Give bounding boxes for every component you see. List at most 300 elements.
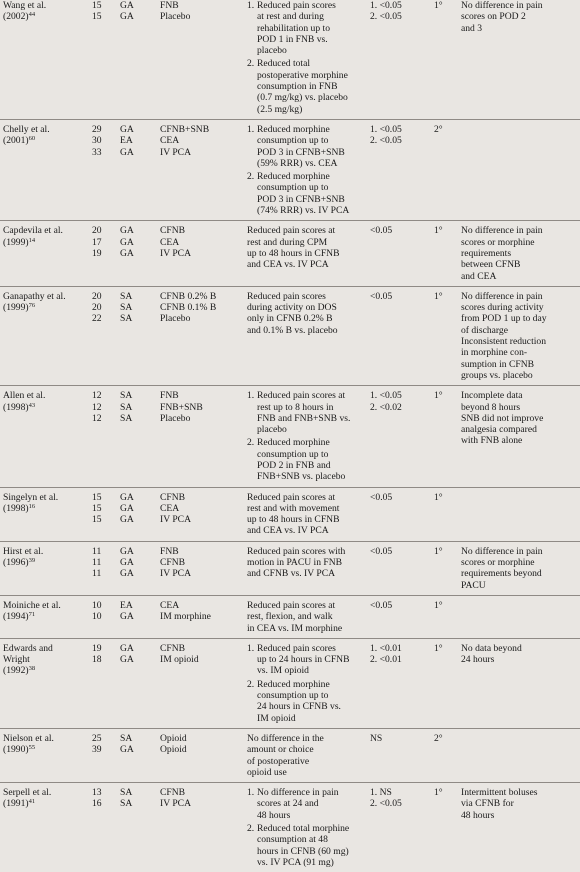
result-text	[257, 171, 370, 216]
result-text	[257, 437, 370, 482]
result-line: Reduced pain scores with	[247, 545, 346, 557]
endpoint: 1°	[434, 491, 443, 503]
result-line: No difference in the	[247, 732, 324, 744]
anesthesia-cell	[120, 638, 160, 728]
sample-size: 39	[92, 744, 102, 756]
result-number: 1.	[247, 642, 255, 654]
table-row	[0, 728, 580, 782]
comment-line: analgesia compared	[461, 424, 537, 436]
group-name: FNB+SNB	[160, 401, 203, 413]
anesthesia-cell	[120, 0, 160, 119]
anesthesia-type: SA	[120, 313, 133, 325]
comments-cell	[461, 487, 580, 541]
endpoint: 1°	[434, 642, 443, 654]
result-line: postoperative morphine	[257, 69, 348, 81]
anesthesia-type: GA	[120, 514, 134, 526]
group-name: IV PCA	[160, 146, 192, 158]
comments-cell	[461, 595, 580, 638]
comment-line: sumption in CFNB	[461, 358, 535, 370]
result-text	[257, 643, 370, 677]
result-line: amount or choice	[247, 744, 314, 756]
result-line: FNB+SNB vs. placebo	[257, 471, 346, 483]
table-row	[0, 783, 580, 872]
p-value: 1. <0.05	[370, 123, 402, 135]
sample-size: 11	[92, 568, 102, 580]
reference-number: 39	[28, 557, 36, 565]
endpoint-cell	[434, 286, 461, 385]
study-cell	[0, 541, 92, 595]
comment-line: and 3	[461, 22, 483, 34]
comment-line: requirements beyond	[461, 568, 542, 580]
result-line: motion in PACU in FNB	[247, 557, 343, 569]
comment-line: of discharge	[461, 324, 508, 336]
comments-cell	[461, 638, 580, 728]
sample-size-cell	[92, 286, 120, 385]
study-name: Wang et al.	[3, 0, 47, 11]
sample-size: 11	[92, 545, 102, 557]
study-name: Allen et al.	[3, 390, 46, 402]
comment-line: PACU	[461, 579, 486, 591]
study-name: Ganapathy et al.	[3, 290, 66, 302]
comments-cell	[461, 0, 580, 119]
anesthesia-type: SA	[120, 787, 133, 799]
sample-size: 10	[92, 611, 102, 623]
results-cell	[247, 286, 370, 385]
study-name: Nielson et al.	[3, 732, 54, 744]
anesthesia-type: GA	[120, 123, 134, 135]
result-item	[247, 492, 370, 537]
result-number: 1.	[247, 123, 255, 135]
result-line: POD 3 in CFNB+SNB	[257, 193, 345, 205]
comment-line: requirements	[461, 247, 512, 259]
group-name: CEA	[160, 236, 180, 248]
groups-cell	[160, 783, 247, 872]
group-name: IV PCA	[160, 798, 192, 810]
result-line: consumption up to	[257, 135, 329, 147]
study-name: $(1996)^{39}$	[3, 557, 36, 569]
result-number: 1.	[247, 390, 255, 402]
anesthesia-type: GA	[120, 611, 134, 623]
sample-size-cell	[92, 386, 120, 487]
anesthesia-cell	[120, 595, 160, 638]
sample-size: 12	[92, 412, 102, 424]
comments-cell	[461, 221, 580, 286]
result-line: Reduced morphine	[257, 123, 330, 135]
endpoint: 1°	[434, 787, 443, 799]
anesthesia-type: EA	[120, 135, 133, 147]
result-item	[247, 291, 370, 336]
table-row	[0, 638, 580, 728]
result-item	[247, 787, 370, 821]
study-name: $(1998)^{43}$	[3, 401, 36, 413]
result-item	[247, 643, 370, 677]
result-line: IM opioid	[257, 712, 296, 724]
sample-size: 19	[92, 247, 102, 259]
sample-size: 11	[92, 557, 102, 569]
study-cell	[0, 286, 92, 385]
result-item	[247, 600, 370, 634]
study-name: $(1991)^{41}$	[3, 798, 36, 810]
table-row	[0, 487, 580, 541]
table-row	[0, 0, 580, 119]
result-number: 2.	[247, 58, 255, 70]
endpoint: 1°	[434, 599, 443, 611]
study-name: $(1999)^{76}$	[3, 302, 36, 314]
results-cell	[247, 638, 370, 728]
result-text	[247, 291, 370, 336]
reference-number: 44	[28, 11, 36, 19]
study-name: Wright	[3, 654, 30, 666]
group-name: FNB	[160, 0, 179, 11]
study-name: $(1999)^{14}$	[3, 236, 36, 248]
p-value: 2. <0.02	[370, 401, 402, 413]
result-text	[257, 390, 370, 435]
comment-line: scores on POD 2	[461, 11, 526, 23]
table-row	[0, 119, 580, 220]
comments-cell	[461, 286, 580, 385]
p-value-cell	[370, 0, 434, 119]
group-name: CFNB 0.2% B	[160, 290, 217, 302]
result-text	[247, 600, 370, 634]
group-name: Placebo	[160, 313, 191, 325]
sample-size: 29	[92, 123, 102, 135]
reference-number: 38	[28, 665, 36, 673]
result-number: 2.	[247, 678, 255, 690]
result-number: 2.	[247, 437, 255, 449]
comment-line: 48 hours	[461, 809, 495, 821]
comment	[461, 291, 580, 336]
result-text	[247, 225, 370, 270]
sample-size: 10	[92, 599, 102, 611]
comment	[461, 413, 580, 447]
result-line: No difference in pain	[257, 787, 339, 799]
result-text	[257, 0, 370, 56]
comment-line: from POD 1 up to day	[461, 313, 547, 325]
reference-number: 55	[28, 744, 36, 752]
comments-cell	[461, 728, 580, 782]
reference-number: 71	[28, 611, 36, 619]
p-value-cell	[370, 728, 434, 782]
result-line: hours in CFNB (60 mg)	[257, 845, 349, 857]
result-line: Reduced pain scores at	[247, 491, 336, 503]
results-cell	[247, 221, 370, 286]
comment-line: No data beyond	[461, 642, 522, 654]
study-cell	[0, 0, 92, 119]
study-name: $(1990)^{55}$	[3, 744, 36, 756]
group-name: IV PCA	[160, 514, 192, 526]
result-line: Reduced morphine	[257, 437, 330, 449]
anesthesia-type: SA	[120, 798, 133, 810]
study-name: $(2001)^{60}$	[3, 135, 36, 147]
comment	[461, 546, 580, 591]
groups-cell	[160, 286, 247, 385]
result-line: POD 3 in CFNB+SNB	[257, 146, 345, 158]
endpoint-cell	[434, 487, 461, 541]
p-value: <0.05	[370, 545, 393, 557]
endpoint: 1°	[434, 0, 443, 11]
anesthesia-type: SA	[120, 401, 133, 413]
result-line: Reduced pain scores at	[247, 225, 336, 237]
comment-line: No difference in pain	[461, 545, 543, 557]
group-name: IV PCA	[160, 568, 192, 580]
result-item	[247, 437, 370, 482]
result-text	[247, 492, 370, 537]
comment-line: No difference in pain	[461, 0, 543, 11]
result-line: consumption up to	[257, 448, 329, 460]
result-line: scores at 24 and	[257, 798, 319, 810]
study-name: Singelyn et al.	[3, 491, 59, 503]
anesthesia-type: GA	[120, 744, 134, 756]
group-name: Opioid	[160, 732, 187, 744]
reference-number: 43	[28, 401, 36, 409]
result-line: consumption at 48	[257, 834, 328, 846]
result-item	[247, 823, 370, 868]
comment-line: 24 hours	[461, 654, 495, 666]
group-name: CFNB	[160, 225, 186, 237]
comment-line: scores or morphine	[461, 236, 535, 248]
comment	[461, 643, 580, 666]
anesthesia-type: SA	[120, 732, 133, 744]
comment	[461, 787, 580, 821]
group-name: CFNB	[160, 642, 186, 654]
result-item	[247, 58, 370, 114]
anesthesia-type: EA	[120, 599, 133, 611]
comments-cell	[461, 119, 580, 220]
anesthesia-type: GA	[120, 0, 134, 11]
result-line: Reduced morphine	[257, 171, 330, 183]
sample-size-cell	[92, 541, 120, 595]
anesthesia-cell	[120, 119, 160, 220]
comment	[461, 0, 580, 34]
comment-line: via CFNB for	[461, 798, 514, 810]
anesthesia-cell	[120, 541, 160, 595]
study-name: Edwards and	[3, 642, 53, 654]
study-cell	[0, 386, 92, 487]
sample-size: 16	[92, 798, 102, 810]
group-name: CFNB+SNB	[160, 123, 210, 135]
result-line: vs. IM opioid	[257, 665, 309, 677]
study-cell	[0, 487, 92, 541]
p-value-cell	[370, 119, 434, 220]
group-name: CFNB	[160, 557, 186, 569]
anesthesia-cell	[120, 386, 160, 487]
p-value: 2. <0.05	[370, 798, 402, 810]
results-cell	[247, 0, 370, 119]
sample-size-cell	[92, 221, 120, 286]
anesthesia-type: GA	[120, 247, 134, 259]
comment	[461, 225, 580, 281]
p-value-cell	[370, 541, 434, 595]
result-line: (0.7 mg/kg) vs. placebo	[257, 92, 348, 104]
comments-cell	[461, 541, 580, 595]
result-text	[257, 787, 370, 821]
p-value: <0.05	[370, 225, 393, 237]
groups-cell	[160, 638, 247, 728]
results-cell	[247, 595, 370, 638]
endpoint-cell	[434, 728, 461, 782]
p-value: <0.05	[370, 599, 393, 611]
result-line: and CEA vs. IV PCA	[247, 259, 329, 271]
sample-size: 30	[92, 135, 102, 147]
result-line: rest and with movement	[247, 502, 340, 514]
anesthesia-cell	[120, 783, 160, 872]
comment-line: SNB did not improve	[461, 412, 544, 424]
groups-cell	[160, 595, 247, 638]
endpoint-cell	[434, 783, 461, 872]
table-row	[0, 221, 580, 286]
table-row	[0, 541, 580, 595]
group-name: Opioid	[160, 744, 187, 756]
result-line: Reduced pain scores at	[257, 390, 346, 402]
study-cell	[0, 221, 92, 286]
anesthesia-type: GA	[120, 502, 134, 514]
study-name: $(1998)^{16}$	[3, 502, 36, 514]
comment-line: groups vs. placebo	[461, 369, 533, 381]
group-name: Placebo	[160, 412, 191, 424]
endpoint-cell	[434, 386, 461, 487]
result-number: 2.	[247, 171, 255, 183]
results-cell	[247, 119, 370, 220]
result-line: placebo	[257, 424, 287, 436]
result-line: rest up to 8 hours in	[257, 401, 334, 413]
result-line: consumption up to	[257, 690, 329, 702]
comments-cell	[461, 783, 580, 872]
group-name: CFNB	[160, 787, 186, 799]
reference-number: 60	[28, 135, 36, 143]
sample-size: 19	[92, 642, 102, 654]
result-number: 1.	[247, 0, 255, 11]
p-value: <0.05	[370, 290, 393, 302]
result-line: of postoperative	[247, 755, 310, 767]
endpoint-cell	[434, 595, 461, 638]
comment-line: Inconsistent reduction	[461, 336, 546, 348]
group-name: CFNB 0.1% B	[160, 302, 217, 314]
reference-number: 16	[28, 502, 36, 510]
comment	[461, 390, 580, 413]
group-name: IM morphine	[160, 611, 211, 623]
result-item	[247, 733, 370, 778]
result-line: Reduced pain scores	[257, 0, 336, 11]
group-name: CEA	[160, 502, 180, 514]
sample-size: 12	[92, 390, 102, 402]
p-value-cell	[370, 595, 434, 638]
endpoint: 1°	[434, 290, 443, 302]
study-cell	[0, 728, 92, 782]
groups-cell	[160, 221, 247, 286]
result-line: Reduced pain scores	[257, 642, 336, 654]
sample-size: 18	[92, 654, 102, 666]
study-name: Capdevila et al.	[3, 225, 63, 237]
comment-line: Incomplete data	[461, 390, 523, 402]
result-line: vs. IV PCA (91 mg)	[257, 856, 334, 868]
anesthesia-cell	[120, 286, 160, 385]
groups-cell	[160, 0, 247, 119]
result-item	[247, 679, 370, 724]
anesthesia-cell	[120, 221, 160, 286]
endpoint: 1°	[434, 390, 443, 402]
table-row	[0, 595, 580, 638]
result-item	[247, 171, 370, 216]
result-line: POD 1 in FNB vs.	[257, 33, 328, 45]
study-name: $(1992)^{38}$	[3, 665, 36, 677]
results-cell	[247, 783, 370, 872]
sample-size: 33	[92, 146, 102, 158]
p-value: 1. <0.05	[370, 0, 402, 11]
result-line: POD 2 in FNB and	[257, 459, 331, 471]
result-line: 48 hours	[257, 809, 291, 821]
sample-size-cell	[92, 119, 120, 220]
comment-line: and CEA	[461, 270, 497, 282]
sample-size: 15	[92, 11, 102, 23]
anesthesia-type: GA	[120, 11, 134, 23]
result-item	[247, 225, 370, 270]
groups-cell	[160, 386, 247, 487]
comment	[461, 336, 580, 381]
p-value-cell	[370, 783, 434, 872]
group-name: FNB	[160, 390, 179, 402]
result-line: only in CFNB 0.2% B	[247, 313, 333, 325]
anesthesia-type: GA	[120, 491, 134, 503]
result-text	[257, 124, 370, 169]
groups-cell	[160, 728, 247, 782]
result-item	[247, 0, 370, 56]
sample-size: 22	[92, 313, 102, 325]
reference-number: 14	[28, 236, 36, 244]
p-value: 2. <0.05	[370, 11, 402, 23]
sample-size-cell	[92, 728, 120, 782]
p-value: 1. <0.05	[370, 390, 402, 402]
sample-size: 20	[92, 302, 102, 314]
study-name: Chelly et al.	[3, 123, 50, 135]
sample-size-cell	[92, 0, 120, 119]
sample-size-cell	[92, 595, 120, 638]
results-cell	[247, 728, 370, 782]
study-cell	[0, 638, 92, 728]
comment-line: No difference in pain	[461, 290, 543, 302]
result-line: (59% RRR) vs. CEA	[257, 157, 338, 169]
result-line: Reduced total	[257, 58, 311, 70]
endpoint: 1°	[434, 545, 443, 557]
anesthesia-type: SA	[120, 390, 133, 402]
group-name: FNB	[160, 545, 179, 557]
result-line: at rest and during	[257, 11, 324, 23]
p-value-cell	[370, 638, 434, 728]
result-text	[247, 733, 370, 778]
anesthesia-type: GA	[120, 642, 134, 654]
result-line: up to 24 hours in CFNB	[257, 654, 350, 666]
endpoint: 1°	[434, 225, 443, 237]
result-line: during activity on DOS	[247, 302, 337, 314]
comment-line: between CFNB	[461, 259, 521, 271]
sample-size: 25	[92, 732, 102, 744]
result-line: FNB and FNB+SNB vs.	[257, 412, 351, 424]
p-value: NS	[370, 732, 383, 744]
sample-size: 15	[92, 514, 102, 526]
group-name: CEA	[160, 599, 180, 611]
groups-cell	[160, 119, 247, 220]
result-line: Reduced morphine	[257, 678, 330, 690]
anesthesia-type: GA	[120, 568, 134, 580]
group-name: IM opioid	[160, 654, 199, 666]
anesthesia-type: SA	[120, 302, 133, 314]
result-line: (74% RRR) vs. IV PCA	[257, 205, 350, 217]
results-cell	[247, 487, 370, 541]
p-value: <0.05	[370, 491, 393, 503]
comment-line: in morphine con-	[461, 347, 528, 359]
groups-cell	[160, 541, 247, 595]
anesthesia-type: GA	[120, 545, 134, 557]
p-value: 2. <0.05	[370, 135, 402, 147]
